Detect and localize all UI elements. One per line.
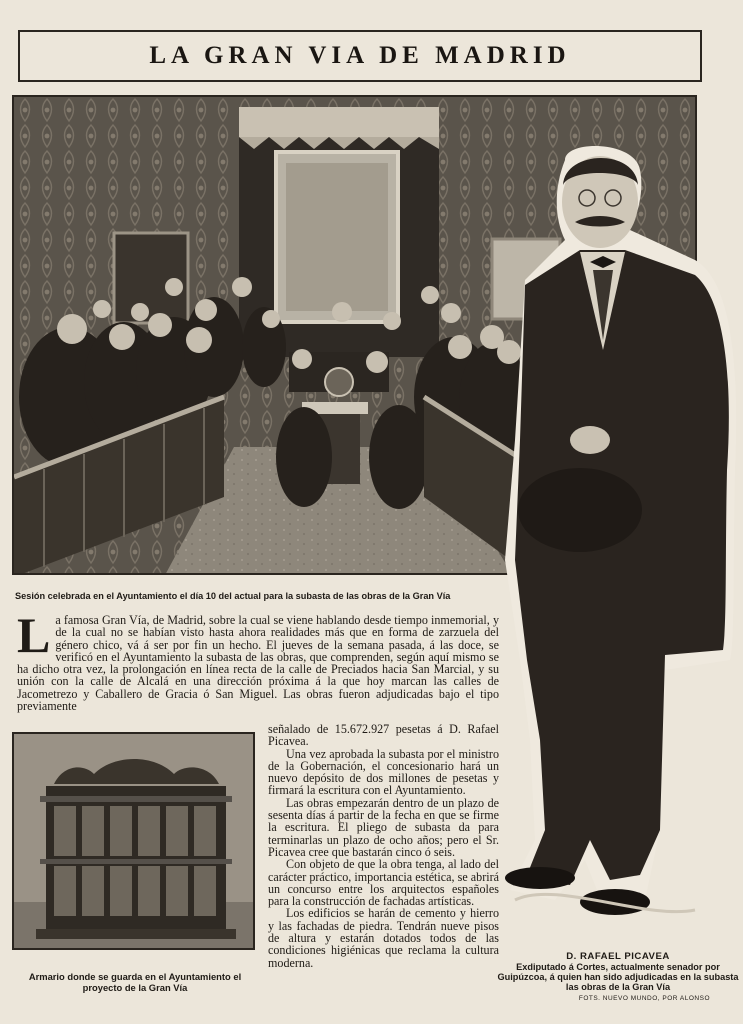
lede-text: a famosa Gran Vía, de Madrid, sobre la cual se viene hablando desde tiempo inmemorial, y de la cual no se habían visto hasta ahora realidades más que en forma de zarzuela del género chico, vá á ser por fin un hecho. El jueves de la semana pasada, á las doce, se verificó en el Ayuntamiento la subasta de las obras, que comprenden, según aquí mismo se ha dicho otra vez, la prolongación en línea recta de la calle de Preciados hacia San Marcial, y su unión con la calle de Alcalá en una dirección próxima á la que hoy marcan las calles de Jacometrezo y Caballero de Gracia ó San Miguel. Las obras fueron adjudicadas bajo el tipo previamente (17, 613, 499, 714)
cabinet-caption: Armario donde se guarda en el Ayuntamiento el proyecto de la Gran Vía (28, 971, 242, 993)
paragraph: Los edificios se harán de cemento y hierro y las fachadas de piedra. Tendrán nueve pisos de altura y estarán dotados todos de las condiciones higiénicas que reclama la cultura moderna. (268, 906, 499, 970)
portrait-name: D. RAFAEL PICAVEA (566, 951, 670, 962)
rafael-picavea-portrait (495, 140, 743, 940)
portrait-caption (496, 952, 740, 1004)
article-body (268, 723, 499, 969)
drop-cap: L (17, 607, 51, 663)
article-lede (17, 607, 499, 714)
paragraph: Las obras empezarán dentro de un plazo de sesenta días á partir de la fecha en que se firme la escritura. El pliego de subasta da para terminarlas un plazo de ocho años; pero el Sr. Picavea cree que bastarán cinco ó seis. (268, 795, 499, 859)
paragraph: Una vez aprobada la subasta por el ministro de la Gobernación, el concesionario hará un nuevo depósito de dos millones de pesetas y firmará la escritura con el Ayuntamiento. (268, 746, 499, 798)
photo-credit: FOTS. NUEVO MUNDO, POR ALONSO (578, 995, 710, 1002)
main-photo-caption: Sesión celebrada en el Ayuntamiento el día 10 del actual para la subasta de las obras de la Gran Vía (15, 591, 451, 601)
portrait-description: Exdiputado á Cortes, actualmente senador por Guipúzcoa, á quien han sido adjudicadas en la subasta las obras de la Gran Vía (497, 962, 739, 992)
headline: LA GRAN VIA DE MADRID (149, 42, 571, 69)
paragraph: señalado de 15.672.927 pesetas á D. Rafael Picavea. (268, 722, 499, 749)
paragraph: Con objeto de que la obra tenga, al lado del carácter práctico, importancia estética, se abrirá un concurso entre los arquitectos españoles para la construcción de fachadas artísticas. (268, 857, 499, 909)
headline-box (18, 30, 702, 82)
cabinet-photo (12, 732, 255, 950)
